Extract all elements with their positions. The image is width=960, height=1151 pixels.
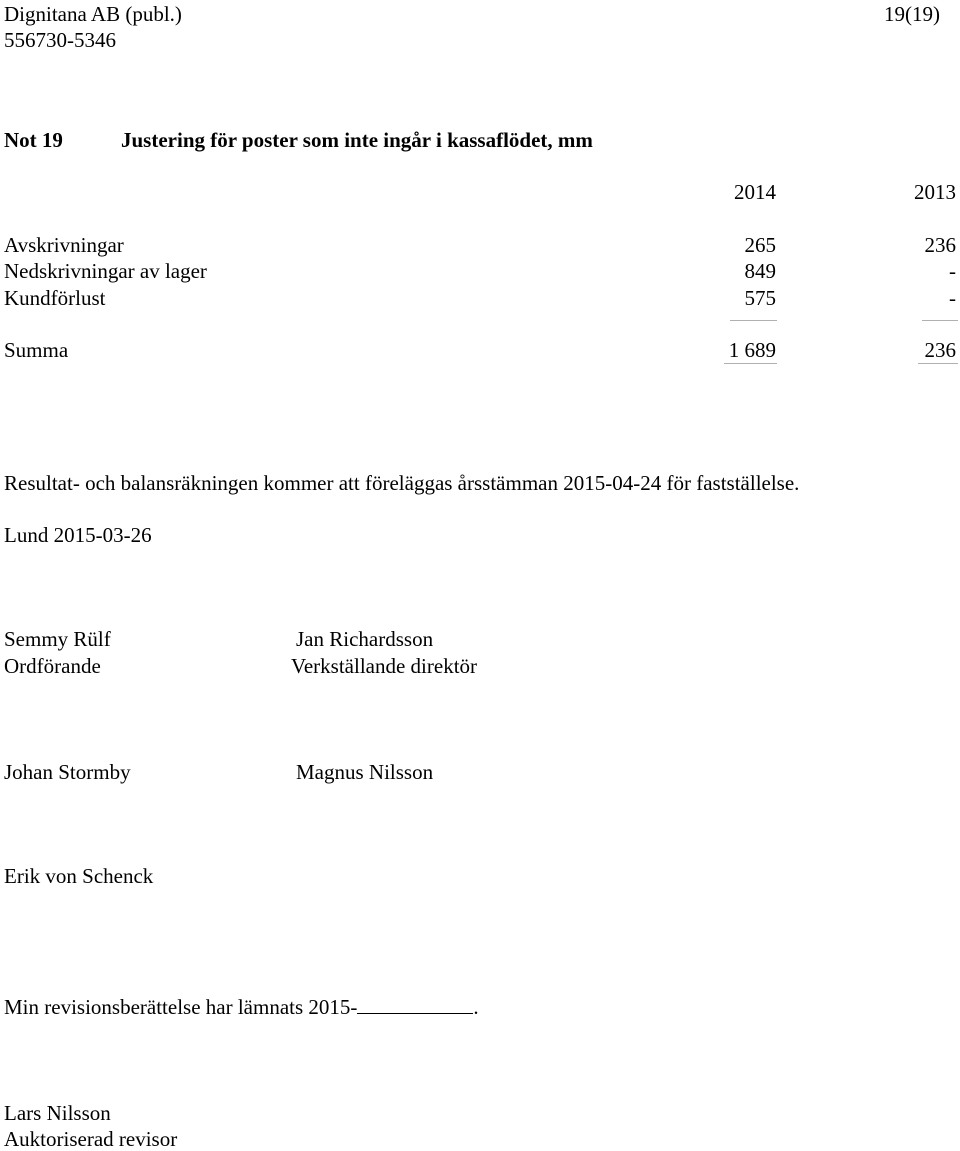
row-value-2013: 236 [924,233,956,257]
audit-statement-text: Min revisionsberättelse har lämnats 2015- [4,995,358,1019]
signatory-name: Semmy Rülf [4,627,111,651]
note-label: Not 19 [4,128,63,152]
org-number: 556730-5346 [4,28,116,52]
signatory-name: Magnus Nilsson [296,760,434,784]
total-value-2013: 236 [924,338,956,362]
note-title: Justering för poster som inte ingår i kassaflödet, mm [121,128,593,152]
row-value-2013: - [949,259,956,283]
row-label: Avskrivningar [4,233,124,257]
year-header-2014: 2014 [734,180,776,204]
year-header-2013: 2013 [914,180,956,204]
row-label: Kundförlust [4,286,106,310]
statement-text: Resultat- och balansräkningen kommer att föreläggas årsstämman 2015-04-24 för fastställelse. [4,471,800,495]
total-rule-2014 [724,363,777,364]
row-value-2014: 575 [744,286,776,310]
date-blank [357,997,473,1014]
company-name: Dignitana AB (publ.) [4,2,182,26]
total-label: Summa [4,338,69,362]
place-date: Lund 2015-03-26 [4,523,152,547]
page-number: 19(19) [884,2,940,26]
subtotal-rule-2014 [730,320,777,321]
total-rule-2013 [918,363,958,364]
signatory-name: Erik von Schenck [4,864,154,888]
row-value-2014: 849 [744,259,776,283]
subtotal-rule-2013 [922,320,958,321]
row-label: Nedskrivningar av lager [4,259,207,283]
audit-statement-end: . [473,995,479,1019]
row-value-2014: 265 [744,233,776,257]
auditor-title: Auktoriserad revisor [4,1127,178,1151]
total-value-2014: 1 689 [728,338,776,362]
signatory-role: Verkställande direktör [291,654,478,678]
audit-statement [4,997,479,1018]
row-value-2013: - [949,286,956,310]
auditor-name: Lars Nilsson [4,1101,111,1125]
signatory-name: Johan Stormby [4,760,131,784]
signatory-role: Ordförande [4,654,101,678]
signatory-name: Jan Richardsson [296,627,434,651]
